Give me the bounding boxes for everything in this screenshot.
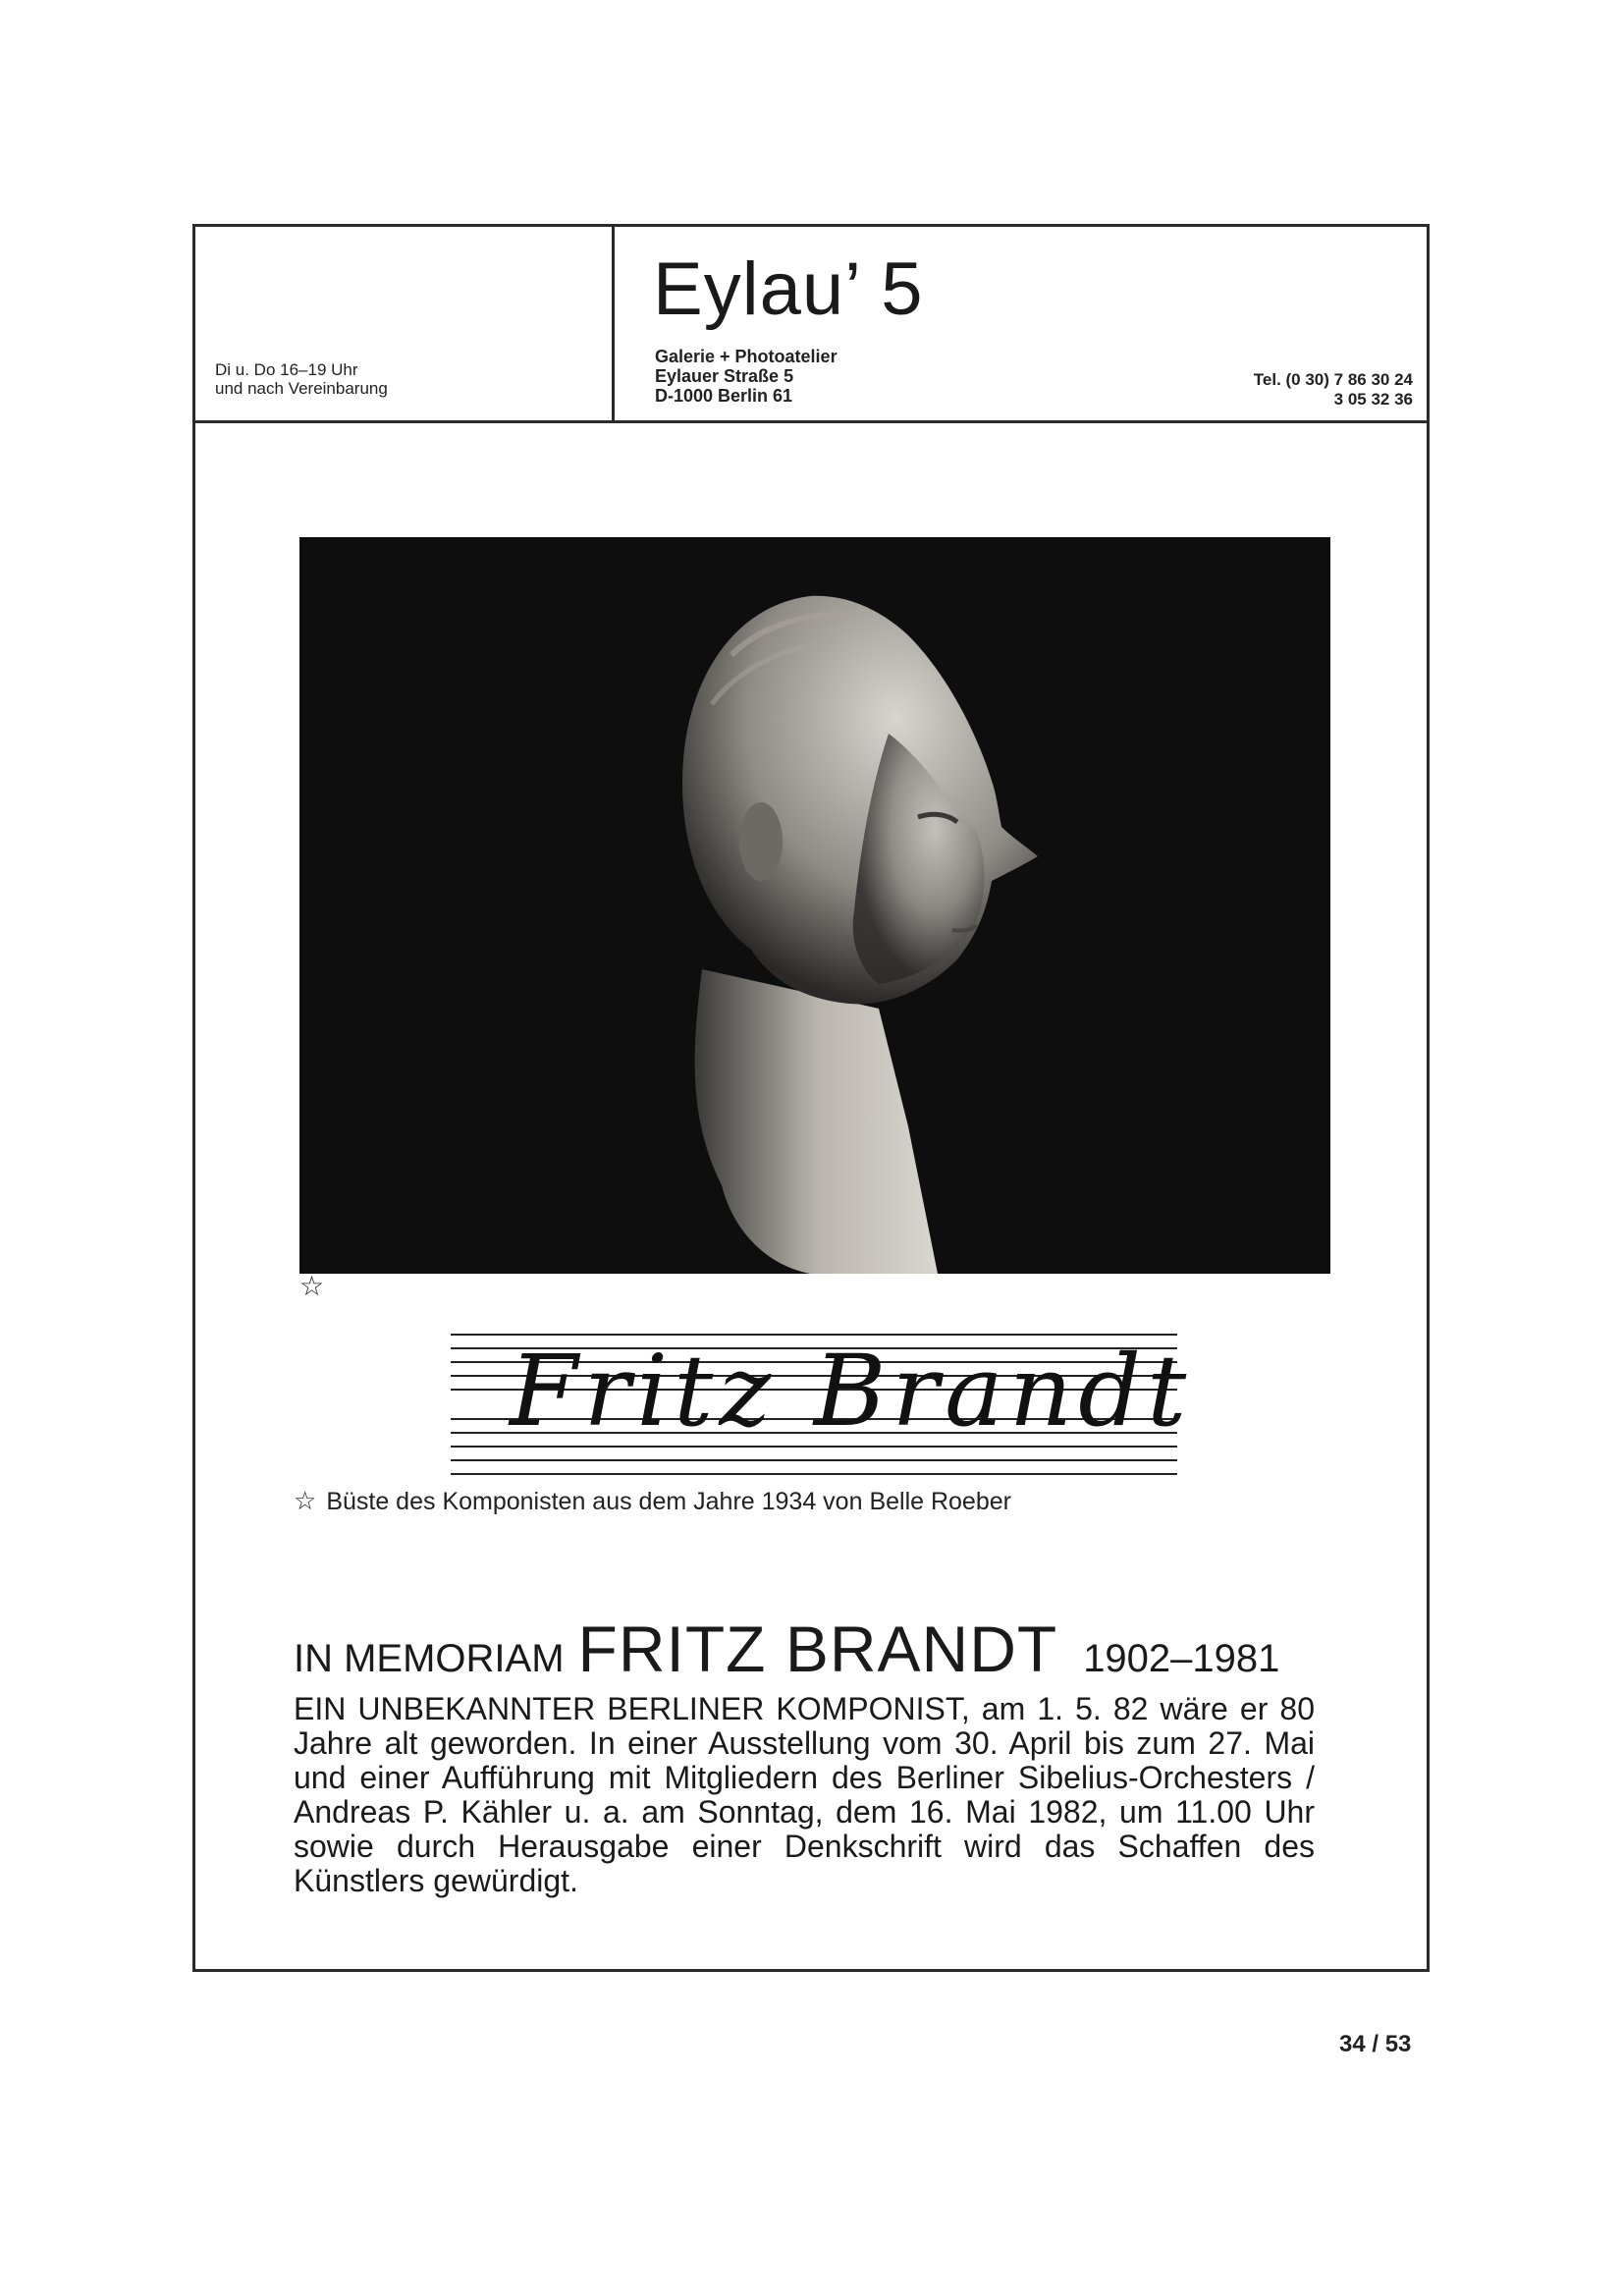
gallery-address xyxy=(655,347,838,406)
photo-caption xyxy=(294,1486,1011,1516)
signature-block xyxy=(451,1321,1193,1488)
address-line-3: D-1000 Berlin 61 xyxy=(655,386,793,406)
flyer-frame xyxy=(192,224,1430,1972)
memoriam-heading xyxy=(294,1612,1279,1686)
address-line-1: Galerie + Photoatelier xyxy=(655,347,838,366)
composer-years: 1902–1981 xyxy=(1083,1637,1280,1680)
composer-signature: Fritz Brandt xyxy=(510,1334,1193,1449)
page-number: 34 / 53 xyxy=(1339,2031,1412,2057)
hours-line-1: Di u. Do 16–19 Uhr xyxy=(215,360,358,379)
phone-line-1: Tel. (0 30) 7 86 30 24 xyxy=(1253,370,1413,389)
opening-hours xyxy=(215,360,388,398)
bust-photograph xyxy=(299,537,1330,1274)
header-divider xyxy=(612,227,615,420)
phone-numbers xyxy=(1254,370,1413,410)
phone-line-2: 3 05 32 36 xyxy=(1333,390,1413,409)
memoriam-prefix: IN MEMORIAM xyxy=(294,1637,565,1680)
caption-text: Büste des Komponisten aus dem Jahre 1934 von Belle Roeber xyxy=(326,1488,1011,1515)
bust-image xyxy=(299,537,1330,1274)
photo-star-mark: ☆ xyxy=(299,1271,325,1301)
composer-name: FRITZ BRANDT xyxy=(577,1613,1058,1685)
gallery-title: Eylau’ 5 xyxy=(653,247,924,331)
flyer-header xyxy=(195,227,1427,423)
address-line-2: Eylauer Straße 5 xyxy=(655,366,794,386)
caption-star: ☆ xyxy=(294,1486,317,1515)
announcement-text: EIN UNBEKANNTER BERLINER KOMPONIST, am 1. 5. 82 wäre er 80 Jahre alt geworden. In einer Ausstellung vom 30. April bis zum 27. Mai und einer Aufführung mit Mitgliedern des Berliner Sibelius-Orchesters / Andreas P. Kähler u. a. am Sonntag, dem 16. Mai 1982, um 11.00 Uhr sowie durch Herausgabe einer Denkschrift wird das Schaffen des Künstlers gewürdigt. xyxy=(294,1691,1315,1898)
hours-line-2: und nach Vereinbarung xyxy=(215,379,388,398)
